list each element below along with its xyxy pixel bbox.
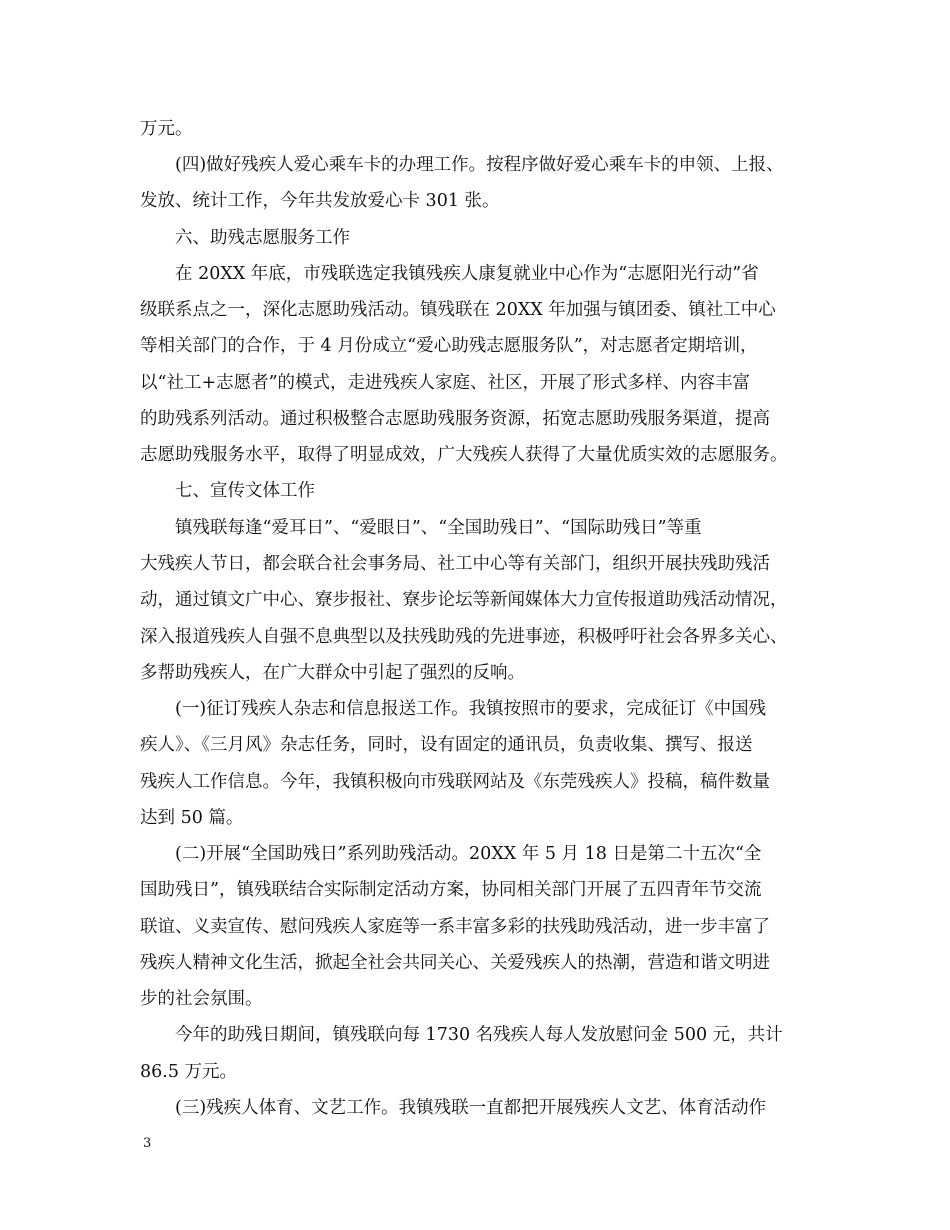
text-line: 以“社工+志愿者”的模式，走进残疾人家庭、社区，开展了形式多样、内容丰富 bbox=[140, 373, 751, 393]
text-line: 今年的助残日期间，镇残联向每 1730 名残疾人每人发放慰问金 500 元，共计 bbox=[175, 1025, 783, 1045]
page-number: 3 bbox=[143, 1136, 152, 1151]
text-line: 86.5 万元。 bbox=[140, 1062, 238, 1082]
section-heading: 六、助残志愿服务工作 bbox=[175, 228, 350, 248]
text-line: (一)征订残疾人杂志和信息报送工作。我镇按照市的要求，完成征订《中国残 bbox=[175, 699, 767, 719]
text-line: (四)做好残疾人爱心乘车卡的办理工作。按程序做好爱心乘车卡的申领、上报、 bbox=[175, 155, 784, 175]
text-line: 发放、统计工作，今年共发放爱心卡 301 张。 bbox=[140, 191, 500, 211]
text-line: 多帮助残疾人，在广大群众中引起了强烈的反响。 bbox=[140, 663, 525, 683]
text-line: 疾人》、《三月风》杂志任务，同时，设有固定的通讯员，负责收集、撰写、报送 bbox=[140, 735, 753, 755]
section-heading: 七、宣传文体工作 bbox=[175, 481, 315, 501]
text-line: 达到 50 篇。 bbox=[140, 808, 244, 828]
text-line: 镇残联每逢“爱耳日”、“爱眼日”、“全国助残日”、“国际助残日”等重 bbox=[175, 518, 702, 538]
text-line: (三)残疾人体育、文艺工作。我镇残联一直都把开展残疾人文艺、体育活动作 bbox=[175, 1098, 767, 1118]
text-line: 联谊、义卖宣传、慰问残疾人家庭等一系丰富多彩的扶残助残活动，进一步丰富了 bbox=[140, 917, 770, 937]
text-line: 大残疾人节日，都会联合社会事务局、社工中心等有关部门，组织开展扶残助残活 bbox=[140, 554, 770, 574]
text-line: 等相关部门的合作，于 4 月份成立“爱心助残志愿服务队”，对志愿者定期培训， bbox=[140, 336, 758, 356]
text-line: 的助残系列活动。通过积极整合志愿助残服务资源，拓宽志愿助残服务渠道，提高 bbox=[140, 409, 770, 429]
text-line: 动，通过镇文广中心、寮步报社、寮步论坛等新闻媒体大力宣传报道助残活动情况， bbox=[140, 590, 788, 610]
text-line: 残疾人精神文化生活，掀起全社会共同关心、关爱残疾人的热潮，营造和谐文明进 bbox=[140, 953, 770, 973]
text-line: 国助残日”，镇残联结合实际制定活动方案，协同相关部门开展了五四青年节交流 bbox=[140, 880, 762, 900]
text-line: 步的社会氛围。 bbox=[140, 989, 263, 1009]
text-line: 志愿助残服务水平，取得了明显成效，广大残疾人获得了大量优质实效的志愿服务。 bbox=[140, 445, 788, 465]
text-line: 残疾人工作信息。今年，我镇积极向市残联网站及《东莞残疾人》投稿，稿件数量 bbox=[140, 772, 770, 792]
text-line: 在 20XX 年底，市残联选定我镇残疾人康复就业中心作为“志愿阳光行动”省 bbox=[175, 264, 759, 284]
text-line: (二)开展“全国助残日”系列助残活动。20XX 年 5 月 18 日是第二十五次“全 bbox=[175, 844, 762, 864]
text-line: 万元。 bbox=[140, 119, 193, 139]
text-line: 级联系点之一，深化志愿助残活动。镇残联在 20XX 年加强与镇团委、镇社工中心 bbox=[140, 300, 776, 320]
text-line: 深入报道残疾人自强不息典型以及扶残助残的先进事迹，积极呼吁社会各界多关心、 bbox=[140, 627, 788, 647]
